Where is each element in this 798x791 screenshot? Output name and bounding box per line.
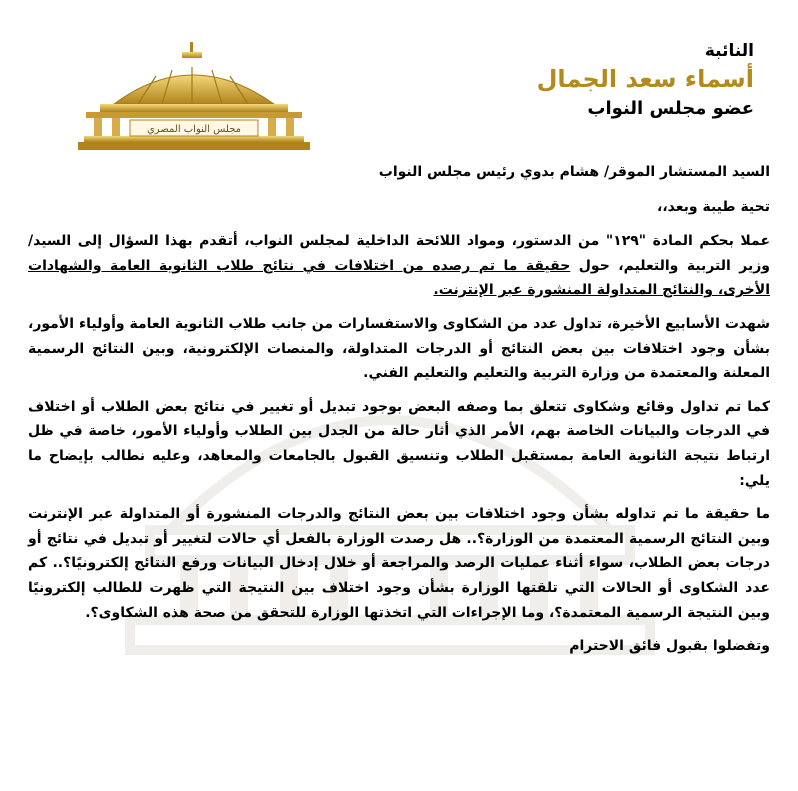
paragraph-questions: ما حقيقة ما تم تداوله بشأن وجود اختلافات بين بعض النتائج والدرجات المنشورة أو المتداولة عبر الإنترنت وبين النتائج الرسمية المعتمدة من الوزارة؟.. هل رصدت الوزارة بالفعل أي حالات لتغيير أو تبديل في نتائج أو درجات بعض الطلاب، سواء أثناء عمليات الرصد والمراجعة أو خلال إدخال البيانات ورفع النتائج إلكترونيًا؟.. كم عدد الشكاوى أو الحالات التي تلقتها الوزارة بشأن وجود اختلاف بين النتيجة التي ظهرت للطالب إلكترونيًا وبين النتيجة الرسمية المعتمدة؟، وما الإجراءات التي اتخذتها الوزارة للتحقق من صحة هذه الشكاوى؟. xyxy=(28,506,770,621)
closing: وتفضلوا بقبول فائق الاحترام xyxy=(569,638,770,655)
parliament-logo xyxy=(78,40,310,152)
mp-role: عضو مجلس النواب xyxy=(587,98,754,119)
logo-caption: مجلس النواب المصري xyxy=(146,124,242,135)
addressee: السيد المستشار الموقر/ هشام بدوي رئيس مجلس النواب xyxy=(378,164,770,180)
question-subject: حقيقة ما تم رصده من اختلافات في نتائج طلاب الثانوية العامة والشهادات الأخرى، والنتائج المتداولة المنشورة عبر الإنترنت. xyxy=(28,257,770,299)
paragraph-context: شهدت الأسابيع الأخيرة، تداول عدد من الشكاوى والاستفسارات من جانب طلاب الثانوية العامة وأولياء الأمور، بشأن وجود اختلافات بين بعض النتائج أو الدرجات المتداولة، والمنصات الإلكترونية، وبين النتائج الرسمية المعلنة والمعتمدة من وزارة التربية والتعليم والتعليم الفني. xyxy=(28,315,770,382)
letter-body xyxy=(28,160,770,659)
greeting: تحية طيبة وبعد،، xyxy=(657,198,770,215)
paragraph-complaints: كما تم تداول وقائع وشكاوى تتعلق بما وصفه البعض بوجود تبديل أو تغيير في نتائج بعض الطلاب أو اختلاف في الدرجات والبيانات الخاصة بهم، الأمر الذي أثار حالة من الجدل بين الطلاب وأولياء الأمور، خاصة في ظل ارتباط نتيجة الثانوية العامة بمستقبل الطلاب وتنسيق القبول بالجامعات والمعاهد، وعليه نطالب بإيضاح ما يلي: xyxy=(28,398,770,489)
mp-name: أسماء سعد الجمال xyxy=(536,65,754,93)
mp-header xyxy=(534,40,754,122)
intro-text: عملا بحكم المادة "١٢٩" من الدستور، ومواد اللائحة الداخلية لمجلس النواب، أتقدم بهذا السؤال إلى السيد/ وزير التربية والتعليم، حول xyxy=(28,233,771,274)
intro-paragraph xyxy=(28,229,770,303)
mp-title: النائبة xyxy=(704,41,754,61)
